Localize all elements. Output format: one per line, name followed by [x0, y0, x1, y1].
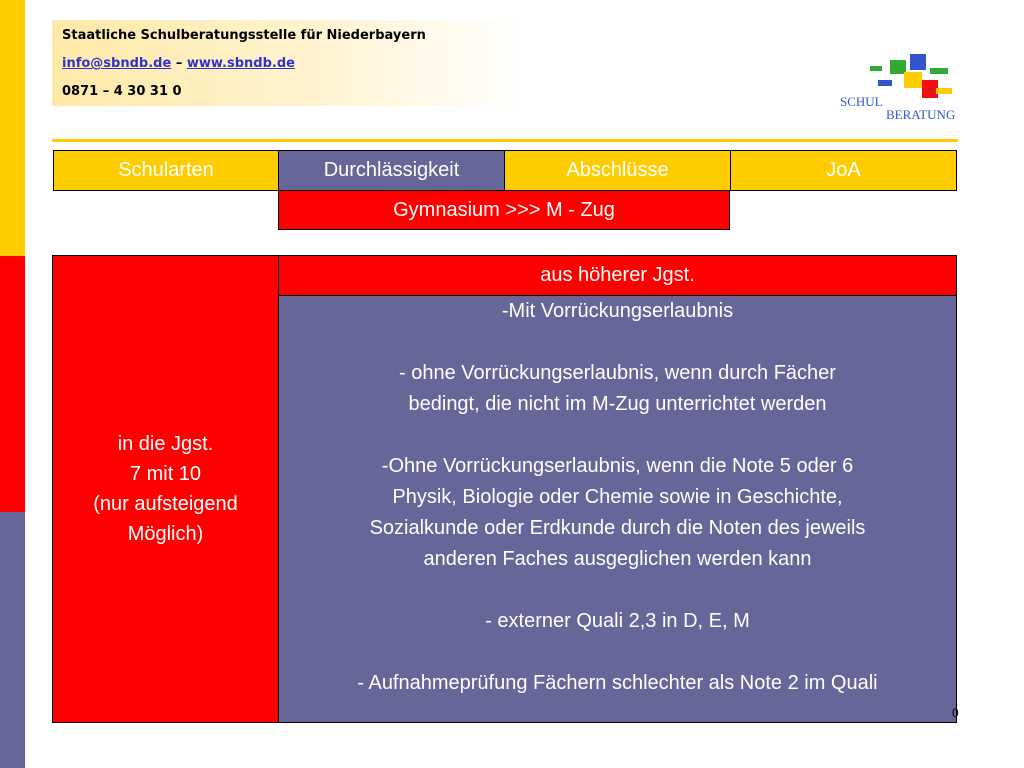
side-bar-red: [0, 256, 25, 512]
logo-text-schul: SCHUL: [840, 94, 883, 109]
tab-schularten[interactable]: Schularten: [54, 151, 279, 190]
condition-line: - ohne Vorrückungserlaubnis, wenn durch Fächer: [399, 362, 836, 384]
left-line: 7 mit 10: [129, 463, 202, 485]
website-link[interactable]: www.sbndb.de: [186, 56, 295, 71]
nav-tabs: [53, 150, 957, 191]
condition-line: bedingt, die nicht im M-Zug unterrichtet werden: [408, 393, 827, 415]
condition-line: - Aufnahmeprüfung Fächern schlechter als Note 2 im Quali: [357, 672, 878, 694]
tab-abschluesse[interactable]: Abschlüsse: [505, 151, 731, 190]
tab-joa[interactable]: JoA: [731, 151, 956, 190]
condition-line: - externer Quali 2,3 in D, E, M: [485, 610, 750, 632]
side-bar-purple: [0, 512, 25, 768]
condition-line: -Ohne Vorrückungserlaubnis, wenn die Note 5 oder 6: [381, 455, 854, 477]
schulberatung-logo: [838, 48, 960, 124]
email-link[interactable]: info@sbndb.de: [62, 56, 172, 71]
left-line: Möglich): [127, 523, 204, 545]
condition-line: Physik, Biologie oder Chemie sowie in Geschichte,: [392, 486, 843, 508]
source-grade-header: aus höherer Jgst.: [278, 255, 957, 296]
logo-text-beratung: BERATUNG: [886, 107, 956, 122]
condition-line: Sozialkunde oder Erdkunde durch die Noten des jeweils: [369, 517, 866, 539]
header-divider: [52, 139, 958, 142]
org-name: Staatliche Schulberatungsstelle für Niederbayern: [62, 28, 426, 43]
condition-line: -Mit Vorrückungserlaubnis: [501, 300, 734, 322]
header-contact-box: [52, 20, 522, 106]
subtab-gymnasium-m-zug[interactable]: Gymnasium >>> M - Zug: [278, 190, 730, 230]
separator: –: [175, 56, 183, 71]
target-grade-cell: [52, 255, 279, 723]
tab-durchlaessigkeit[interactable]: Durchlässigkeit: [279, 151, 505, 190]
contact-links: [62, 56, 295, 71]
left-line: (nur aufsteigend: [93, 493, 238, 515]
phone-number: 0871 – 4 30 31 0: [62, 84, 182, 99]
left-line: in die Jgst.: [117, 433, 214, 455]
side-bar-yellow: [0, 0, 25, 256]
condition-line: anderen Faches ausgeglichen werden kann: [423, 548, 812, 570]
page-number: 0: [952, 706, 959, 720]
conditions-cell: [278, 295, 957, 723]
